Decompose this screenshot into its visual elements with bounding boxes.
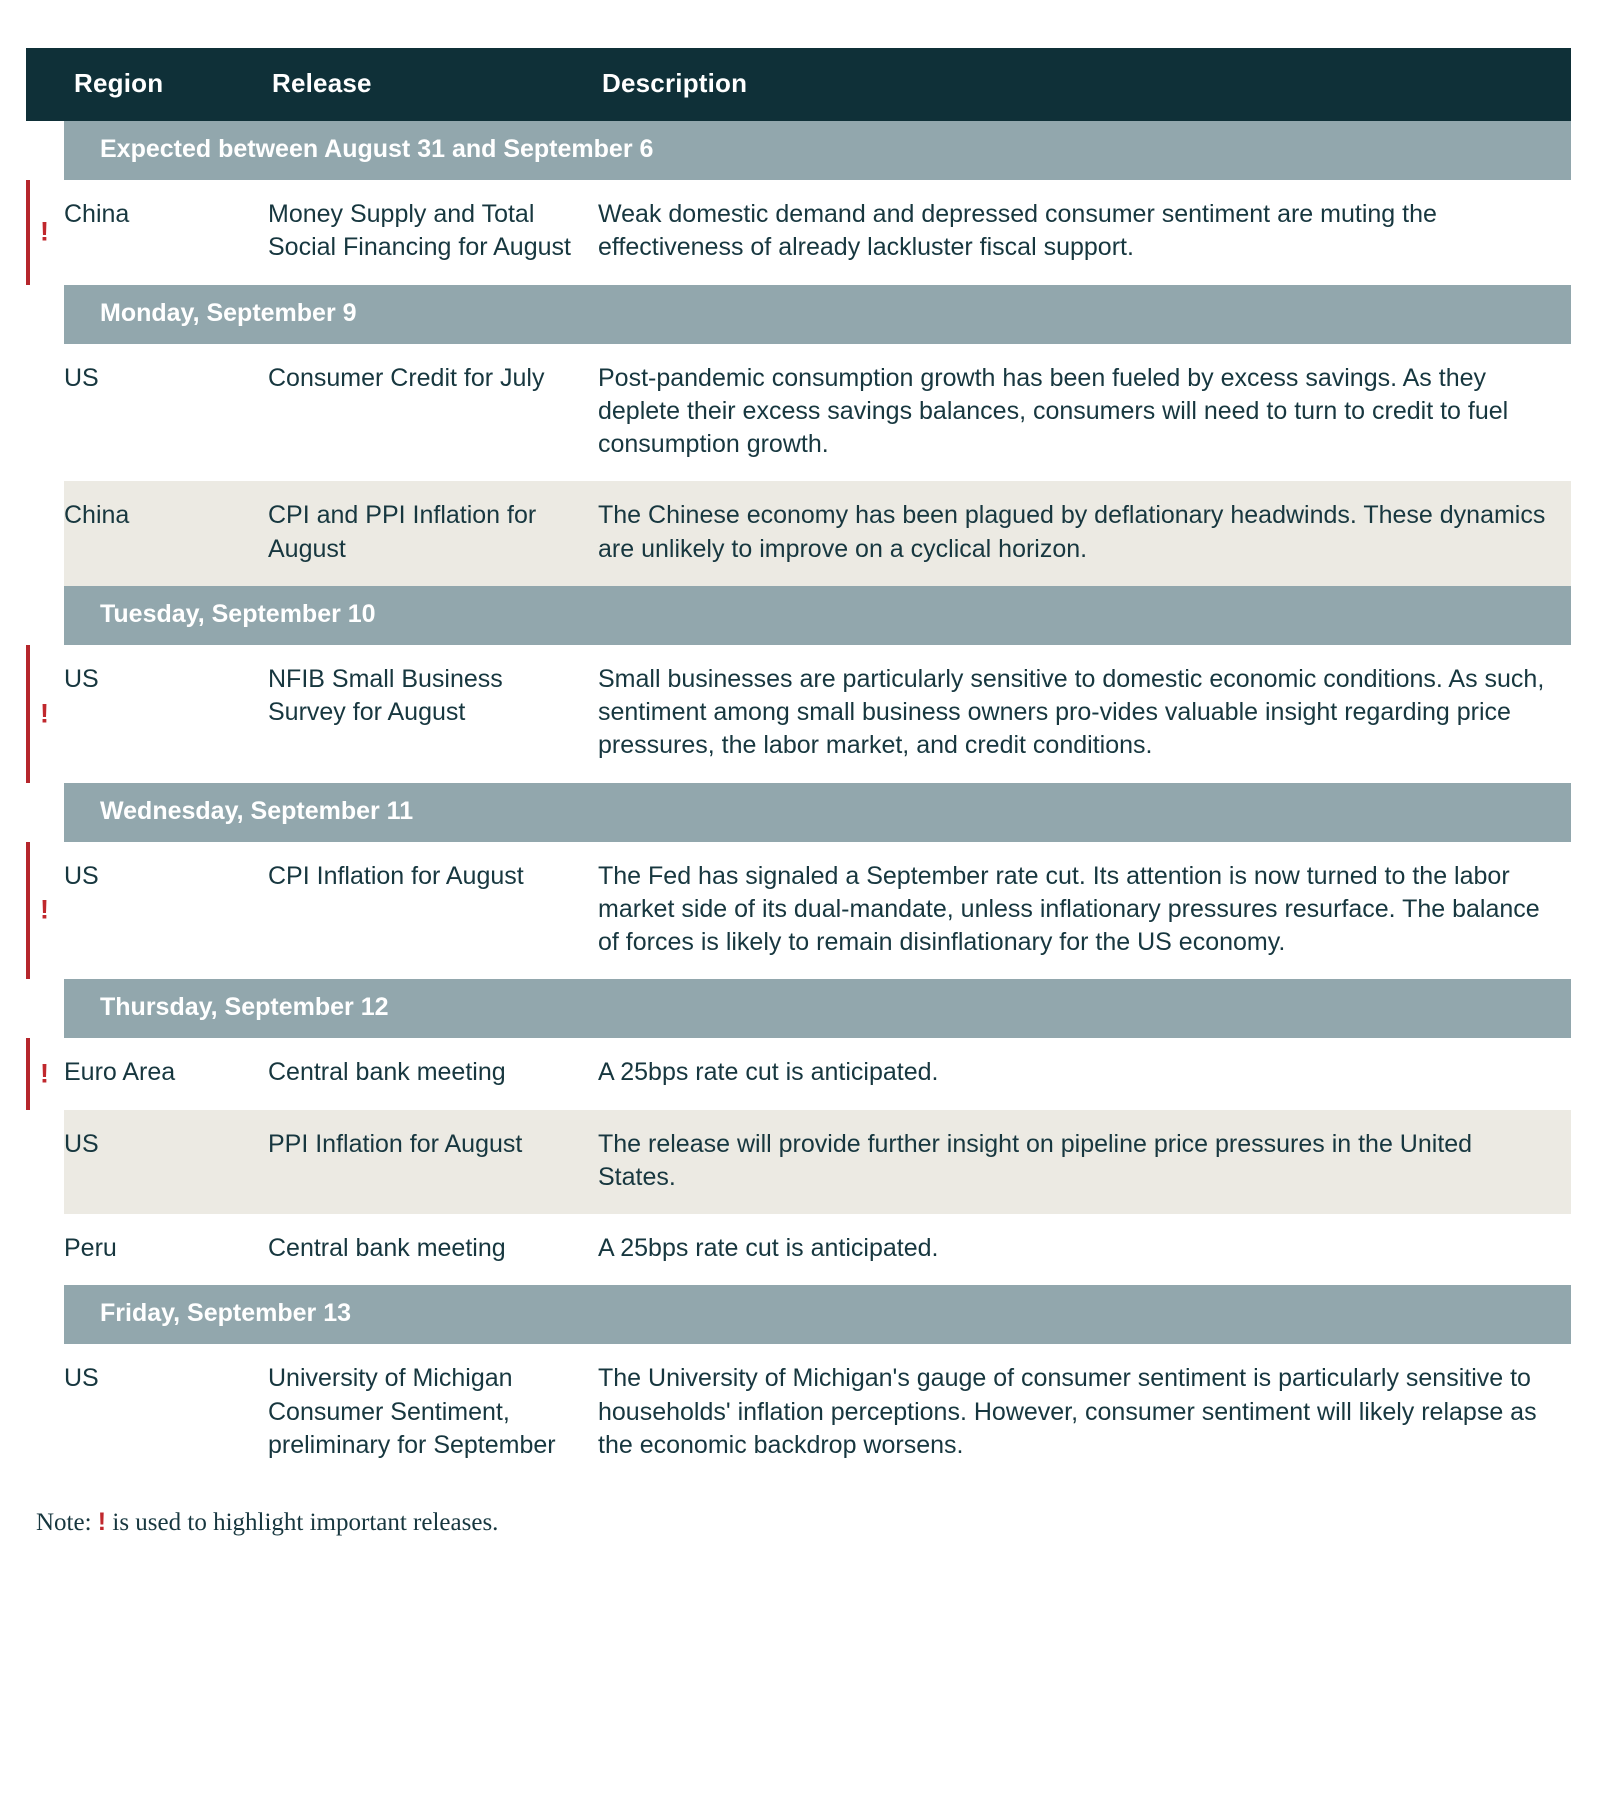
column-header-release: Release bbox=[268, 48, 598, 121]
cell-region: US bbox=[64, 1110, 268, 1215]
cell-release: University of Michigan Consumer Sentiment, preliminary for September bbox=[268, 1344, 598, 1482]
important-flag-cell bbox=[26, 1110, 64, 1215]
table-header-row bbox=[26, 48, 1571, 121]
important-flag-cell bbox=[26, 1038, 64, 1109]
cell-region: China bbox=[64, 481, 268, 586]
table-row bbox=[26, 344, 1571, 482]
table-row bbox=[26, 1344, 1571, 1482]
cell-region: China bbox=[64, 180, 268, 285]
table-header bbox=[26, 48, 1571, 121]
column-header-flag bbox=[26, 48, 64, 121]
cell-description: The release will provide further insight on pipeline price pressures in the United States. bbox=[598, 1110, 1571, 1215]
table-row bbox=[26, 180, 1571, 285]
table-body bbox=[26, 121, 1571, 1482]
cell-region: Euro Area bbox=[64, 1038, 268, 1109]
note-marker-icon: ! bbox=[97, 1508, 107, 1536]
date-band-label: Tuesday, September 10 bbox=[64, 586, 1571, 645]
band-flag-spacer bbox=[26, 1285, 64, 1344]
important-marker-bar bbox=[26, 1038, 30, 1109]
cell-description: The University of Michigan's gauge of consumer sentiment is particularly sensitive to households' inflation perceptions. However, consumer sentiment will likely relapse as the economic backdrop worsens. bbox=[598, 1344, 1571, 1482]
exclamation-icon: ! bbox=[40, 894, 49, 925]
cell-release: CPI and PPI Inflation for August bbox=[268, 481, 598, 586]
important-flag-cell bbox=[26, 344, 64, 482]
economic-calendar-table bbox=[26, 48, 1571, 1482]
cell-description: Post-pandemic consumption growth has been fueled by excess savings. As they deplete their excess savings balances, consumers will need to turn to credit to fuel consumption growth. bbox=[598, 344, 1571, 482]
table-row bbox=[26, 1110, 1571, 1215]
cell-release: NFIB Small Business Survey for August bbox=[268, 645, 598, 783]
cell-region: US bbox=[64, 344, 268, 482]
cell-description: A 25bps rate cut is anticipated. bbox=[598, 1214, 1571, 1285]
exclamation-icon: ! bbox=[40, 698, 49, 729]
cell-region: Peru bbox=[64, 1214, 268, 1285]
important-marker-bar bbox=[26, 180, 30, 285]
cell-release: Money Supply and Total Social Financing for August bbox=[268, 180, 598, 285]
table-note bbox=[26, 1508, 1562, 1537]
table-row bbox=[26, 645, 1571, 783]
important-flag-cell bbox=[26, 481, 64, 586]
important-marker-bar bbox=[26, 645, 30, 783]
band-flag-spacer bbox=[26, 285, 64, 344]
cell-description: The Chinese economy has been plagued by deflationary headwinds. These dynamics are unlikely to improve on a cyclical horizon. bbox=[598, 481, 1571, 586]
cell-region: US bbox=[64, 645, 268, 783]
table-row bbox=[26, 842, 1571, 980]
date-band-row bbox=[26, 586, 1571, 645]
cell-region: US bbox=[64, 842, 268, 980]
cell-description: The Fed has signaled a September rate cut. Its attention is now turned to the labor market side of its dual-mandate, unless inflationary pressures resurface. The balance of forces is likely to remain disinflationary for the US economy. bbox=[598, 842, 1571, 980]
table-row bbox=[26, 1214, 1571, 1285]
exclamation-icon: ! bbox=[40, 216, 49, 247]
exclamation-icon: ! bbox=[40, 1058, 49, 1089]
cell-description: A 25bps rate cut is anticipated. bbox=[598, 1038, 1571, 1109]
cell-release: Consumer Credit for July bbox=[268, 344, 598, 482]
cell-release: Central bank meeting bbox=[268, 1038, 598, 1109]
important-flag-cell bbox=[26, 1344, 64, 1482]
important-flag-cell bbox=[26, 180, 64, 285]
date-band-label: Expected between August 31 and September 6 bbox=[64, 121, 1571, 180]
date-band-label: Monday, September 9 bbox=[64, 285, 1571, 344]
date-band-row bbox=[26, 1285, 1571, 1344]
cell-description: Small businesses are particularly sensitive to domestic economic conditions. As such, sentiment among small business owners pro-vides valuable insight regarding price pressures, the labor market, and credit conditions. bbox=[598, 645, 1571, 783]
table-row bbox=[26, 1038, 1571, 1109]
note-suffix: is used to highlight important releases. bbox=[106, 1509, 499, 1536]
date-band-label: Wednesday, September 11 bbox=[64, 783, 1571, 842]
band-flag-spacer bbox=[26, 783, 64, 842]
important-flag-cell bbox=[26, 1214, 64, 1285]
date-band-label: Thursday, September 12 bbox=[64, 979, 1571, 1038]
band-flag-spacer bbox=[26, 586, 64, 645]
cell-description: Weak domestic demand and depressed consumer sentiment are muting the effectiveness of already lackluster fiscal support. bbox=[598, 180, 1571, 285]
important-flag-cell bbox=[26, 842, 64, 980]
date-band-row bbox=[26, 121, 1571, 180]
important-marker-bar bbox=[26, 842, 30, 980]
date-band-row bbox=[26, 979, 1571, 1038]
table-row bbox=[26, 481, 1571, 586]
cell-release: CPI Inflation for August bbox=[268, 842, 598, 980]
column-header-description: Description bbox=[598, 48, 1571, 121]
column-header-region: Region bbox=[64, 48, 268, 121]
note-prefix: Note: bbox=[36, 1509, 98, 1536]
date-band-row bbox=[26, 783, 1571, 842]
cell-region: US bbox=[64, 1344, 268, 1482]
important-flag-cell bbox=[26, 645, 64, 783]
cell-release: Central bank meeting bbox=[268, 1214, 598, 1285]
date-band-label: Friday, September 13 bbox=[64, 1285, 1571, 1344]
band-flag-spacer bbox=[26, 979, 64, 1038]
cell-release: PPI Inflation for August bbox=[268, 1110, 598, 1215]
date-band-row bbox=[26, 285, 1571, 344]
band-flag-spacer bbox=[26, 121, 64, 180]
